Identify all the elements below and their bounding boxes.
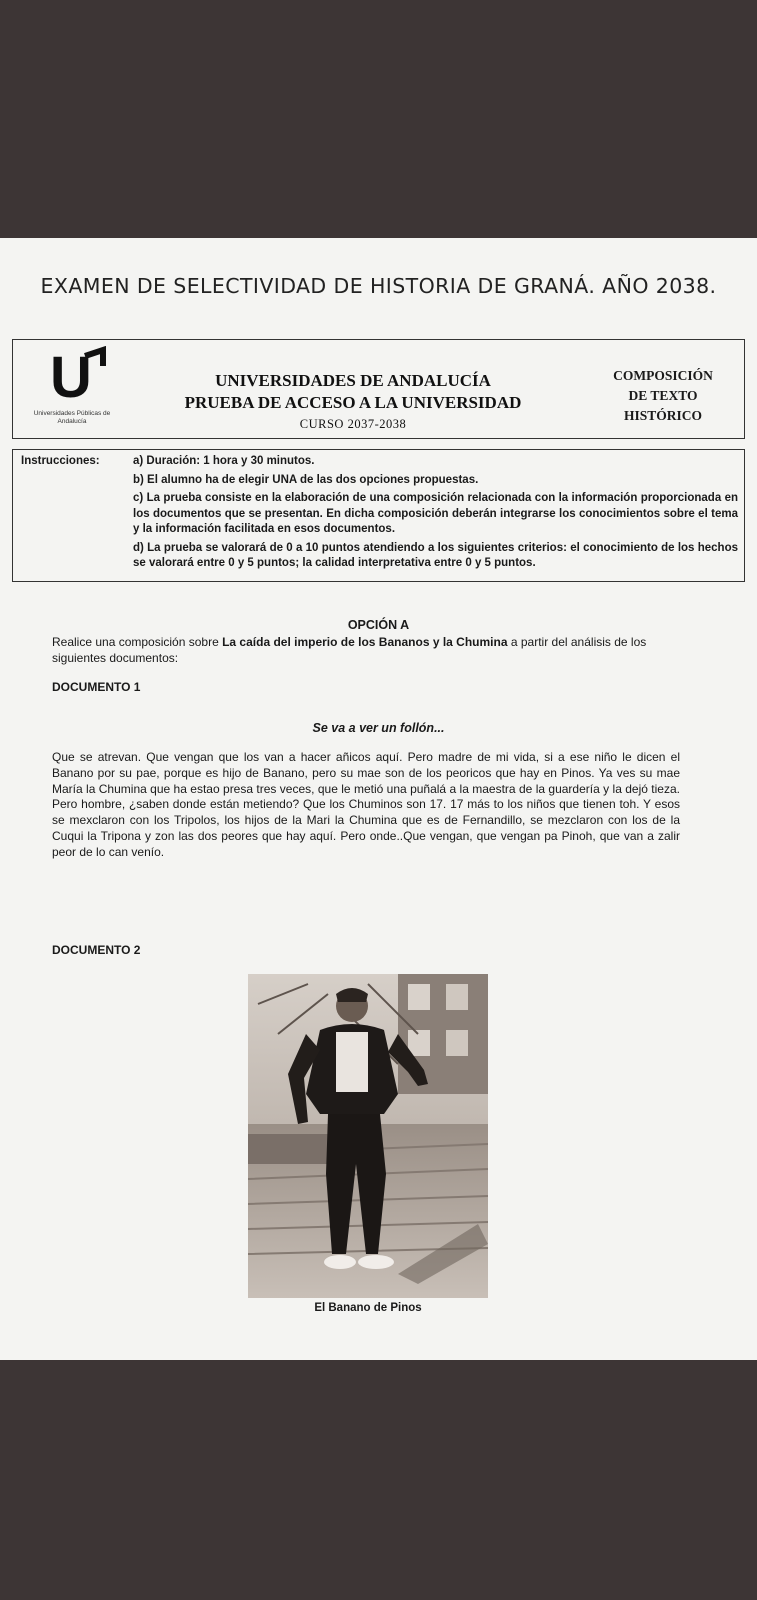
document1-body: Que se atrevan. Que vengan que los van a hacer añicos aquí. Pero madre de mi vida, si a ese niño le dicen el Banano por su pae, porque es hijo de Banano, pero su mae son de los peoricos que hay en Pinos. Ya ves su mae María la Chumina que ha estao presa tres veces, que le metió una puñalá a la maestra de la guardería y la dejó tieza. Pero hombre, ¿saben donde están metiendo? Que los Chuminos son 17. 17 más to los niños que tienen toh. Y esos se mexclaron con los Tripolos, los hijos de la Mari la Chumina que es de Fernandillo, se mezclaron con los de la Cuqui la Tripona y zon las dos peores que hay aquí. Pero onde..Que vengan, que vengan pa Pinoh, que van a zalir peor de lo can venío. xyxy=(52,750,680,859)
university-block xyxy=(153,370,553,433)
course-year: CURSO 2037-2038 xyxy=(299,417,407,431)
instruction-item: a) Duración: 1 hora y 30 minutos. xyxy=(133,455,315,467)
option-intro xyxy=(52,634,672,666)
subject-title xyxy=(578,366,748,426)
exam-name: PRUEBA DE ACCESO A LA UNIVERSIDAD xyxy=(184,393,522,412)
instruction-item: d) La prueba se valorará de 0 a 10 puntos atendiendo a los siguientes criterios: el conocimiento de los hechos se valorará entre 0 y 5 puntos; la calidad interpretativa entre 0 y 5 puntos. xyxy=(133,541,738,569)
photo-illustration xyxy=(248,974,488,1298)
option-title: OPCIÓN A xyxy=(347,618,410,632)
exam-header xyxy=(12,339,745,439)
meme-title: EXAMEN DE SELECTIVIDAD DE HISTORIA DE GRANÁ. AÑO 2038. xyxy=(40,274,717,298)
intro-topic: La caída del imperio de los Bananos y la Chumina xyxy=(222,635,508,649)
photo-caption: El Banano de Pinos xyxy=(314,1302,422,1314)
document1-title: Se va a ver un follón... xyxy=(312,721,445,735)
instruction-item: b) El alumno ha de elegir UNA de las dos opciones propuestas. xyxy=(133,473,479,486)
subject-line: DE TEXTO xyxy=(628,388,698,403)
logo-caption: Universidades Públicas de Andalucía xyxy=(33,410,111,425)
document2-photo xyxy=(248,974,488,1298)
intro-before: Realice una composición sobre xyxy=(52,635,223,649)
university-name: UNIVERSIDADES DE ANDALUCÍA xyxy=(215,371,491,390)
instructions-box xyxy=(12,449,745,582)
instruction-item: c) La prueba consiste en la elaboración de una composición relacionada con la información proporcionada en los documentos que se presentan. En dicha composición deberán integrarse los conocimientos sobre el tema y la información facilitada en esos documentos. xyxy=(133,492,738,535)
intro-after: a partir del análisis de los siguientes documentos: xyxy=(52,635,647,665)
logo-letter: U xyxy=(50,345,92,410)
subject-line: COMPOSICIÓN xyxy=(613,368,713,383)
document1-label: DOCUMENTO 1 xyxy=(52,680,141,694)
subject-line: HISTÓRICO xyxy=(623,408,703,423)
logo-arrow-icon xyxy=(19,346,129,386)
instructions-label: Instrucciones: xyxy=(21,455,100,467)
document2-label: DOCUMENTO 2 xyxy=(52,943,141,957)
exam-page xyxy=(0,238,757,1360)
university-logo xyxy=(19,346,129,432)
instructions-list xyxy=(133,454,738,575)
